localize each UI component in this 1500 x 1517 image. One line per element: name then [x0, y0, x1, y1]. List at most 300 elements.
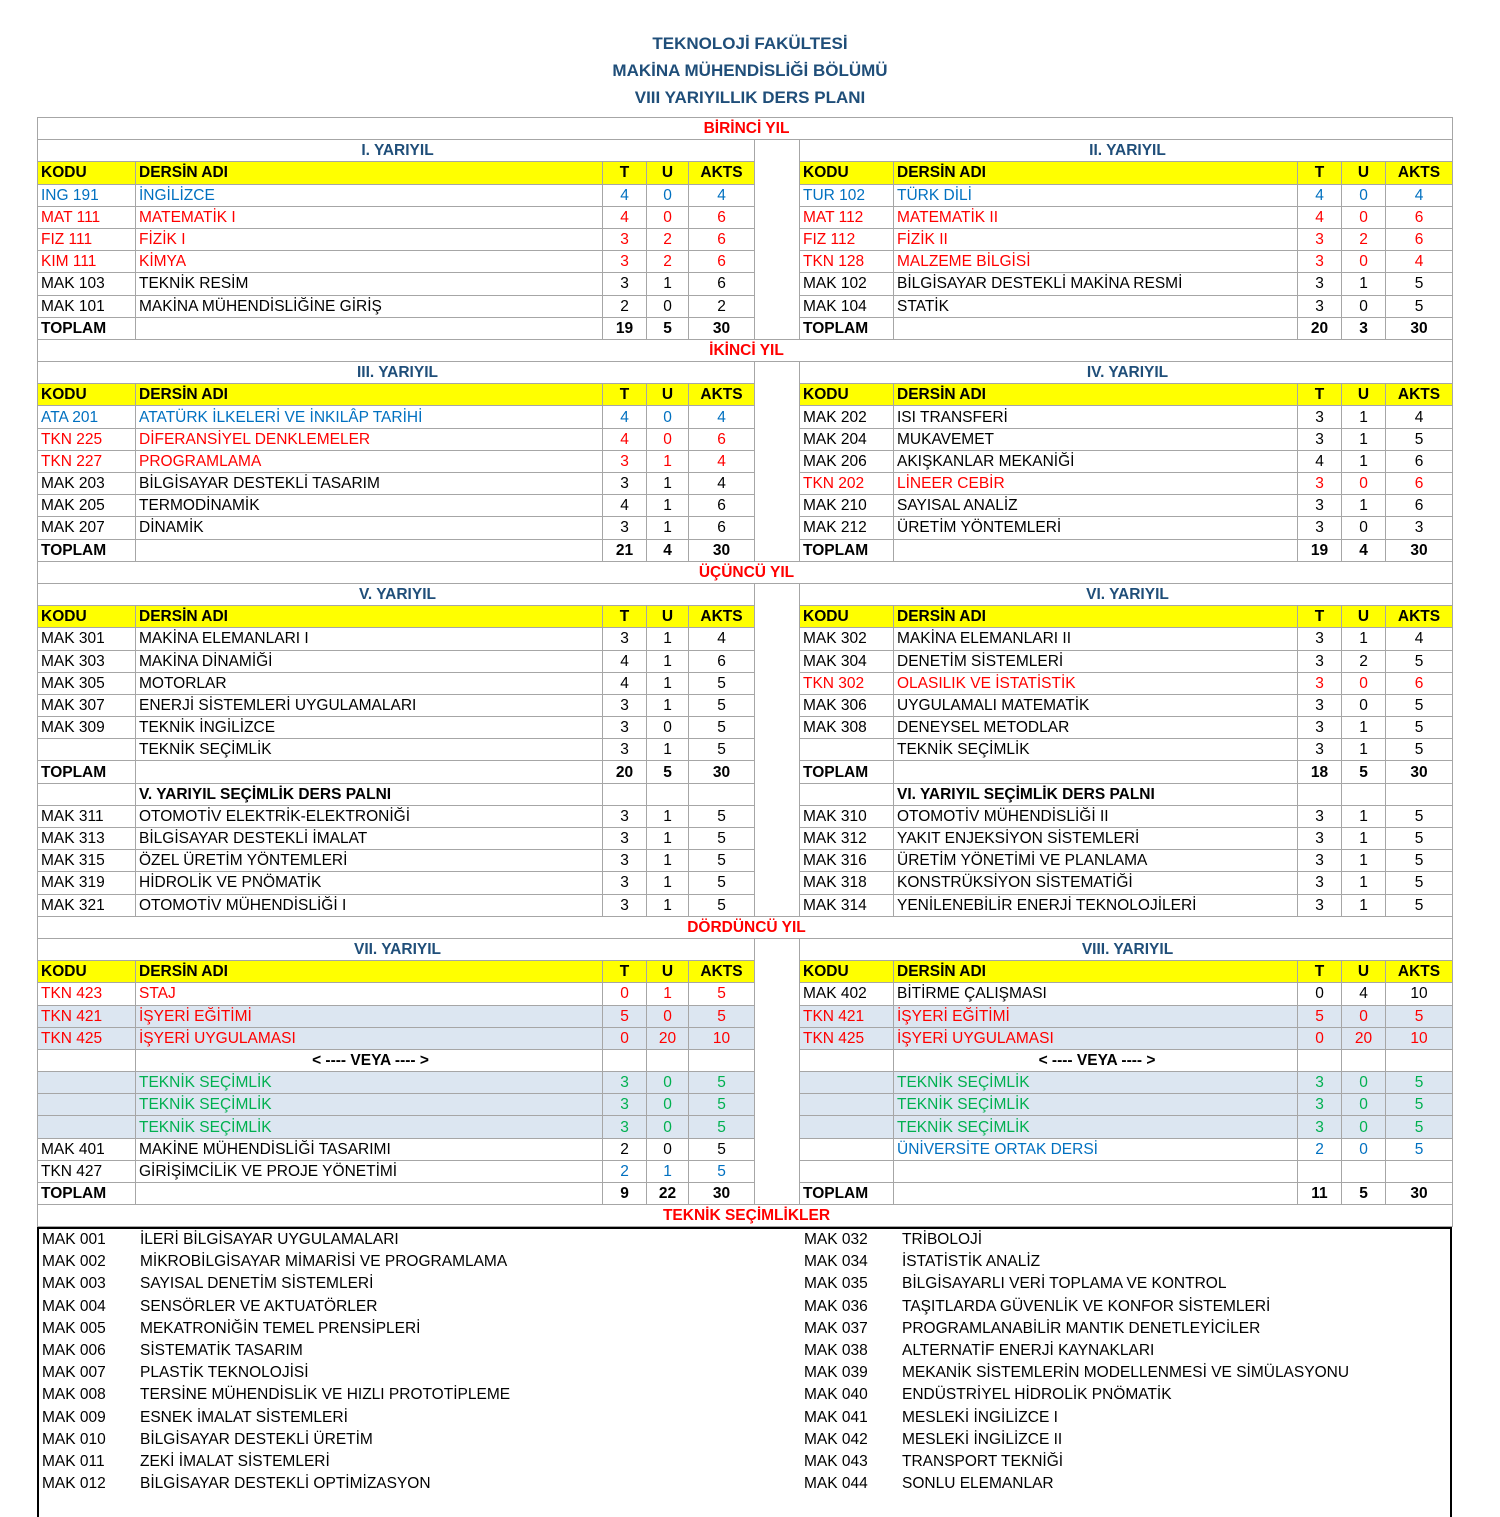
column-gap	[755, 805, 800, 827]
course-practice-hours: 0	[647, 295, 689, 317]
course-name: OLASILIK VE İSTATİSTİK	[894, 672, 1298, 694]
technical-elective-code: MAK 001	[42, 1231, 106, 1248]
column-gap	[755, 650, 800, 672]
technical-elective-item	[39, 1384, 510, 1406]
course-theory-hours: 3	[1298, 273, 1342, 295]
total-akts: 30	[689, 539, 755, 561]
document-header	[0, 30, 1500, 111]
year-title: ÜÇÜNCÜ YIL	[38, 561, 1453, 583]
course-theory-hours: 3	[603, 228, 647, 250]
course-name: ÜRETİM YÖNTEMLERİ	[894, 517, 1298, 539]
course-akts: 4	[1386, 406, 1453, 428]
empty-cell	[136, 539, 603, 561]
course-code: MAK 203	[38, 473, 136, 495]
course-name: HİDROLİK VE PNÖMATİK	[136, 872, 603, 894]
course-code	[800, 1072, 894, 1094]
course-practice-hours: 1	[647, 739, 689, 761]
or-separator: < ---- VEYA ---- >	[894, 1049, 1298, 1071]
course-code: MAK 309	[38, 717, 136, 739]
technical-elective-name: MESLEKİ İNGİLİZCE II	[902, 1430, 1063, 1448]
technical-electives-title: TEKNİK SEÇİMLİKLER	[38, 1205, 1453, 1227]
course-akts: 5	[689, 850, 755, 872]
total-row	[38, 761, 1453, 783]
course-name: ÖZEL ÜRETİM YÖNTEMLERİ	[136, 850, 603, 872]
course-name: BİLGİSAYAR DESTEKLİ İMALAT	[136, 828, 603, 850]
total-u: 5	[647, 317, 689, 339]
course-theory-hours: 4	[1298, 450, 1342, 472]
technical-elective-item	[39, 1273, 510, 1295]
course-code	[800, 1138, 894, 1160]
column-gap	[755, 184, 800, 206]
course-code: MAK 206	[800, 450, 894, 472]
course-practice-hours: 1	[647, 828, 689, 850]
column-gap	[755, 694, 800, 716]
course-akts: 6	[689, 650, 755, 672]
course-theory-hours: 4	[603, 672, 647, 694]
col-akts-header: AKTS	[1386, 606, 1453, 628]
year-header-row	[38, 118, 1453, 140]
technical-elective-code: MAK 012	[42, 1475, 106, 1493]
course-practice-hours: 1	[1342, 273, 1386, 295]
course-theory-hours: 2	[603, 1138, 647, 1160]
course-code: TKN 302	[800, 672, 894, 694]
col-code-header: KODU	[38, 961, 136, 983]
column-gap	[755, 539, 800, 561]
technical-elective-code: MAK 035	[804, 1275, 868, 1293]
technical-elective-name: PLASTİK TEKNOLOJİSİ	[140, 1364, 309, 1382]
total-u: 4	[1342, 539, 1386, 561]
course-theory-hours: 0	[603, 983, 647, 1005]
course-name: STATİK	[894, 295, 1298, 317]
course-row	[38, 1094, 1453, 1116]
empty-cell	[647, 1049, 689, 1071]
col-akts-header: AKTS	[1386, 162, 1453, 184]
course-theory-hours: 3	[603, 251, 647, 273]
course-theory-hours: 3	[603, 805, 647, 827]
year-title: BİRİNCİ YIL	[38, 118, 1453, 140]
technical-elective-item	[801, 1296, 1349, 1318]
course-row	[38, 1049, 1453, 1071]
course-name: TEKNİK SEÇİMLİK	[136, 1116, 603, 1138]
course-code: MAK 310	[800, 805, 894, 827]
semester-title-left: VII. YARIYIL	[38, 938, 755, 960]
technical-elective-code: MAK 011	[42, 1452, 105, 1470]
col-u-header: U	[647, 961, 689, 983]
semester-title-left: I. YARIYIL	[38, 140, 755, 162]
course-practice-hours: 1	[647, 628, 689, 650]
course-akts: 4	[689, 628, 755, 650]
curriculum-table	[37, 117, 1453, 1227]
course-theory-hours: 3	[1298, 428, 1342, 450]
course-code: MAK 204	[800, 428, 894, 450]
semester-header-row	[38, 362, 1453, 384]
course-theory-hours: 3	[603, 739, 647, 761]
empty-cell	[689, 783, 755, 805]
course-theory-hours: 3	[1298, 694, 1342, 716]
course-name: TEKNİK SEÇİMLİK	[136, 1072, 603, 1094]
column-header-row	[38, 606, 1453, 628]
col-u-header: U	[647, 606, 689, 628]
course-code	[38, 739, 136, 761]
technical-elective-item	[801, 1251, 1349, 1273]
course-theory-hours: 0	[603, 1027, 647, 1049]
course-name: TEKNİK SEÇİMLİK	[136, 739, 603, 761]
empty-cell	[136, 761, 603, 783]
course-akts: 5	[1386, 1116, 1453, 1138]
course-practice-hours: 1	[647, 694, 689, 716]
course-code: TKN 425	[800, 1027, 894, 1049]
column-gap	[755, 583, 800, 605]
year-title: DÖRDÜNCÜ YIL	[38, 916, 1453, 938]
course-practice-hours: 2	[1342, 650, 1386, 672]
total-label: TOPLAM	[800, 761, 894, 783]
course-row	[38, 206, 1453, 228]
course-row	[38, 1005, 1453, 1027]
course-practice-hours: 1	[647, 1160, 689, 1182]
course-practice-hours: 0	[1342, 473, 1386, 495]
course-akts: 4	[1386, 251, 1453, 273]
course-row	[38, 672, 1453, 694]
course-theory-hours: 3	[603, 273, 647, 295]
course-code: KIM 111	[38, 251, 136, 273]
column-gap	[755, 317, 800, 339]
year-header-row	[38, 339, 1453, 361]
course-name: PROGRAMLAMA	[136, 450, 603, 472]
course-row	[38, 517, 1453, 539]
total-label: TOPLAM	[800, 539, 894, 561]
column-gap	[755, 1005, 800, 1027]
column-gap	[755, 450, 800, 472]
course-akts: 4	[1386, 628, 1453, 650]
course-code: ATA 201	[38, 406, 136, 428]
course-theory-hours: 3	[1298, 739, 1342, 761]
total-t: 11	[1298, 1183, 1342, 1205]
course-theory-hours: 3	[1298, 1094, 1342, 1116]
course-akts: 5	[1386, 872, 1453, 894]
technical-elective-name: ZEKİ İMALAT SİSTEMLERİ	[140, 1452, 330, 1470]
course-name: MAKİNA ELEMANLARI I	[136, 628, 603, 650]
technical-elective-name: İLERİ BİLGİSAYAR UYGULAMALARI	[140, 1231, 399, 1248]
col-t-header: T	[1298, 384, 1342, 406]
course-name: İNGİLİZCE	[136, 184, 603, 206]
course-code: MAK 210	[800, 495, 894, 517]
course-name: KONSTRÜKSİYON SİSTEMATİĞİ	[894, 872, 1298, 894]
course-code: TKN 427	[38, 1160, 136, 1182]
course-name: MAKİNA MÜHENDİSLİĞİNE GİRİŞ	[136, 295, 603, 317]
course-akts: 5	[689, 828, 755, 850]
course-practice-hours: 1	[1342, 628, 1386, 650]
course-akts: 5	[1386, 1005, 1453, 1027]
empty-cell	[800, 783, 894, 805]
course-practice-hours: 1	[647, 872, 689, 894]
course-name: MAKİNA DİNAMİĞİ	[136, 650, 603, 672]
course-akts: 4	[1386, 184, 1453, 206]
course-akts: 6	[1386, 206, 1453, 228]
course-code: MAK 314	[800, 894, 894, 916]
technical-elective-item	[39, 1407, 510, 1429]
course-row	[38, 450, 1453, 472]
course-theory-hours: 3	[603, 517, 647, 539]
course-name: TEKNİK RESİM	[136, 273, 603, 295]
course-theory-hours: 3	[603, 628, 647, 650]
elective-row	[38, 850, 1453, 872]
course-akts: 5	[1386, 295, 1453, 317]
course-practice-hours: 1	[647, 495, 689, 517]
course-row	[38, 495, 1453, 517]
technical-elective-name: MESLEKİ İNGİLİZCE I	[902, 1408, 1058, 1426]
course-theory-hours: 3	[603, 473, 647, 495]
technical-electives-right	[801, 1229, 1349, 1495]
faculty-title: TEKNOLOJİ FAKÜLTESİ	[652, 34, 848, 53]
course-name: ENERJİ SİSTEMLERİ UYGULAMALARI	[136, 694, 603, 716]
col-u-header: U	[1342, 162, 1386, 184]
course-practice-hours: 1	[1342, 894, 1386, 916]
empty-cell	[894, 317, 1298, 339]
course-theory-hours: 3	[1298, 828, 1342, 850]
col-akts-header: AKTS	[689, 961, 755, 983]
course-name: LİNEER CEBİR	[894, 473, 1298, 495]
total-label: TOPLAM	[800, 1183, 894, 1205]
course-row	[38, 273, 1453, 295]
course-code: TKN 421	[38, 1005, 136, 1027]
course-akts: 5	[689, 1072, 755, 1094]
technical-elective-code: MAK 036	[804, 1297, 868, 1315]
course-code: MAK 302	[800, 628, 894, 650]
course-practice-hours: 1	[1342, 428, 1386, 450]
technical-elective-code: MAK 032	[804, 1231, 868, 1248]
col-t-header: T	[1298, 162, 1342, 184]
elective-plan-title: VI. YARIYIL SEÇİMLİK DERS PALNI	[894, 783, 1298, 805]
course-theory-hours: 0	[1298, 983, 1342, 1005]
column-gap	[755, 961, 800, 983]
course-name: TÜRK DİLİ	[894, 184, 1298, 206]
course-practice-hours: 1	[1342, 739, 1386, 761]
col-code-header: KODU	[800, 606, 894, 628]
course-practice-hours: 1	[647, 894, 689, 916]
course-code: ING 191	[38, 184, 136, 206]
technical-electives-left	[39, 1229, 510, 1495]
course-theory-hours: 3	[603, 850, 647, 872]
empty-cell	[603, 783, 647, 805]
course-akts: 5	[1386, 650, 1453, 672]
elective-row	[38, 894, 1453, 916]
course-practice-hours: 1	[1342, 450, 1386, 472]
col-code-header: KODU	[38, 384, 136, 406]
course-akts: 5	[1386, 1138, 1453, 1160]
empty-cell	[38, 783, 136, 805]
course-row	[38, 1027, 1453, 1049]
course-akts	[1386, 1160, 1453, 1182]
empty-cell	[1342, 783, 1386, 805]
column-gap	[755, 428, 800, 450]
technical-elective-code: MAK 041	[804, 1408, 868, 1426]
column-gap	[755, 1116, 800, 1138]
technical-elective-code: MAK 003	[42, 1275, 106, 1293]
course-name: MAKİNA ELEMANLARI II	[894, 628, 1298, 650]
course-name: ATATÜRK İLKELERİ VE İNKILÂP TARİHİ	[136, 406, 603, 428]
course-practice-hours: 1	[1342, 828, 1386, 850]
course-row	[38, 184, 1453, 206]
col-name-header: DERSİN ADI	[894, 606, 1298, 628]
course-row	[38, 1072, 1453, 1094]
course-name: MATEMATİK I	[136, 206, 603, 228]
course-name: UYGULAMALI MATEMATİK	[894, 694, 1298, 716]
course-code	[38, 1116, 136, 1138]
elective-row	[38, 805, 1453, 827]
course-code: MAK 402	[800, 983, 894, 1005]
course-akts: 6	[1386, 228, 1453, 250]
course-theory-hours: 5	[603, 1005, 647, 1027]
course-name: MUKAVEMET	[894, 428, 1298, 450]
technical-elective-code: MAK 042	[804, 1430, 868, 1448]
technical-elective-item	[39, 1451, 510, 1473]
course-practice-hours: 0	[1342, 206, 1386, 228]
course-akts: 6	[689, 228, 755, 250]
col-t-header: T	[1298, 606, 1342, 628]
course-name: BİLGİSAYAR DESTEKLİ MAKİNA RESMİ	[894, 273, 1298, 295]
course-practice-hours: 1	[647, 517, 689, 539]
course-code: MAK 205	[38, 495, 136, 517]
course-name: TEKNİK SEÇİMLİK	[894, 739, 1298, 761]
total-t: 18	[1298, 761, 1342, 783]
course-row	[38, 1116, 1453, 1138]
technical-elective-name: TERSİNE MÜHENDİSLİK VE HIZLI PROTOTİPLEME	[140, 1386, 511, 1404]
col-t-header: T	[603, 384, 647, 406]
year-header-row	[38, 916, 1453, 938]
col-code-header: KODU	[800, 384, 894, 406]
course-code: MAK 316	[800, 850, 894, 872]
course-code: TUR 102	[800, 184, 894, 206]
elective-row	[38, 828, 1453, 850]
col-akts-header: AKTS	[1386, 961, 1453, 983]
year-title: İKİNCİ YIL	[38, 339, 1453, 361]
course-akts: 5	[689, 1160, 755, 1182]
col-code-header: KODU	[38, 162, 136, 184]
course-akts: 5	[689, 672, 755, 694]
course-code: MAK 102	[800, 273, 894, 295]
course-name: ISI TRANSFERİ	[894, 406, 1298, 428]
column-header-row	[38, 961, 1453, 983]
technical-elective-name: SAYISAL DENETİM SİSTEMLERİ	[140, 1275, 374, 1293]
course-practice-hours: 2	[647, 251, 689, 273]
course-akts: 5	[689, 1094, 755, 1116]
technical-elective-code: MAK 004	[42, 1297, 106, 1315]
course-code: MAK 305	[38, 672, 136, 694]
course-name: OTOMOTİV ELEKTRİK-ELEKTRONİĞİ	[136, 805, 603, 827]
course-name: MAKİNE MÜHENDİSLİĞİ TASARIMI	[136, 1138, 603, 1160]
technical-elective-code: MAK 005	[42, 1319, 106, 1337]
empty-cell	[603, 1049, 647, 1071]
course-practice-hours: 20	[647, 1027, 689, 1049]
empty-cell	[1298, 1049, 1342, 1071]
course-akts: 5	[689, 894, 755, 916]
course-practice-hours: 0	[647, 717, 689, 739]
total-label: TOPLAM	[800, 317, 894, 339]
course-name: DİFERANSİYEL DENKLEMELER	[136, 428, 603, 450]
course-name: MOTORLAR	[136, 672, 603, 694]
empty-cell	[1342, 1049, 1386, 1071]
technical-elective-name: MİKROBİLGİSAYAR MİMARİSİ VE PROGRAMLAMA	[140, 1253, 508, 1271]
column-gap	[755, 1160, 800, 1182]
total-t: 20	[603, 761, 647, 783]
empty-cell	[647, 783, 689, 805]
empty-cell	[894, 539, 1298, 561]
technical-elective-code: MAK 037	[804, 1319, 868, 1337]
course-akts: 6	[689, 251, 755, 273]
semester-title-right: VI. YARIYIL	[800, 583, 1453, 605]
semester-title-left: V. YARIYIL	[38, 583, 755, 605]
course-theory-hours: 3	[1298, 850, 1342, 872]
total-t: 19	[603, 317, 647, 339]
col-name-header: DERSİN ADI	[136, 384, 603, 406]
course-theory-hours: 2	[603, 1160, 647, 1182]
total-label: TOPLAM	[38, 761, 136, 783]
col-akts-header: AKTS	[689, 384, 755, 406]
course-name: TEKNİK SEÇİMLİK	[894, 1094, 1298, 1116]
course-name: OTOMOTİV MÜHENDİSLİĞİ II	[894, 805, 1298, 827]
course-theory-hours: 4	[1298, 184, 1342, 206]
technical-elective-item	[39, 1429, 510, 1451]
total-u: 5	[1342, 761, 1386, 783]
course-practice-hours: 0	[647, 1005, 689, 1027]
course-practice-hours: 0	[647, 428, 689, 450]
column-gap	[755, 1072, 800, 1094]
course-theory-hours: 3	[1298, 251, 1342, 273]
course-row	[38, 739, 1453, 761]
column-gap	[755, 251, 800, 273]
elective-header-row	[38, 783, 1453, 805]
col-akts-header: AKTS	[689, 606, 755, 628]
course-practice-hours: 0	[647, 206, 689, 228]
course-code: FIZ 112	[800, 228, 894, 250]
empty-cell	[1298, 783, 1342, 805]
course-row	[38, 1160, 1453, 1182]
course-theory-hours: 2	[603, 295, 647, 317]
technical-elective-code: MAK 002	[42, 1253, 106, 1271]
technical-elective-item	[39, 1251, 510, 1273]
course-code: TKN 225	[38, 428, 136, 450]
course-practice-hours: 1	[647, 983, 689, 1005]
course-akts: 6	[689, 495, 755, 517]
course-code	[38, 1094, 136, 1116]
course-code: MAK 207	[38, 517, 136, 539]
technical-elective-name: BİLGİSAYARLI VERİ TOPLAMA VE KONTROL	[902, 1275, 1227, 1293]
course-row	[38, 983, 1453, 1005]
total-row	[38, 539, 1453, 561]
total-u: 5	[647, 761, 689, 783]
course-theory-hours: 3	[1298, 517, 1342, 539]
technical-elective-code: MAK 006	[42, 1341, 106, 1359]
empty-cell	[1386, 783, 1453, 805]
course-theory-hours: 3	[1298, 628, 1342, 650]
course-practice-hours: 0	[1342, 694, 1386, 716]
total-label: TOPLAM	[38, 539, 136, 561]
column-gap	[755, 672, 800, 694]
col-akts-header: AKTS	[1386, 384, 1453, 406]
col-akts-header: AKTS	[689, 162, 755, 184]
course-row	[38, 717, 1453, 739]
course-theory-hours: 3	[1298, 228, 1342, 250]
course-name: FİZİK II	[894, 228, 1298, 250]
technical-elective-name: PROGRAMLANABİLİR MANTIK DENETLEYİCİLER	[902, 1319, 1261, 1337]
course-akts: 5	[689, 694, 755, 716]
course-theory-hours: 0	[1298, 1027, 1342, 1049]
total-akts: 30	[689, 317, 755, 339]
course-akts: 6	[689, 206, 755, 228]
course-practice-hours: 2	[1342, 228, 1386, 250]
course-code: MAK 321	[38, 894, 136, 916]
total-akts: 30	[1386, 1183, 1453, 1205]
